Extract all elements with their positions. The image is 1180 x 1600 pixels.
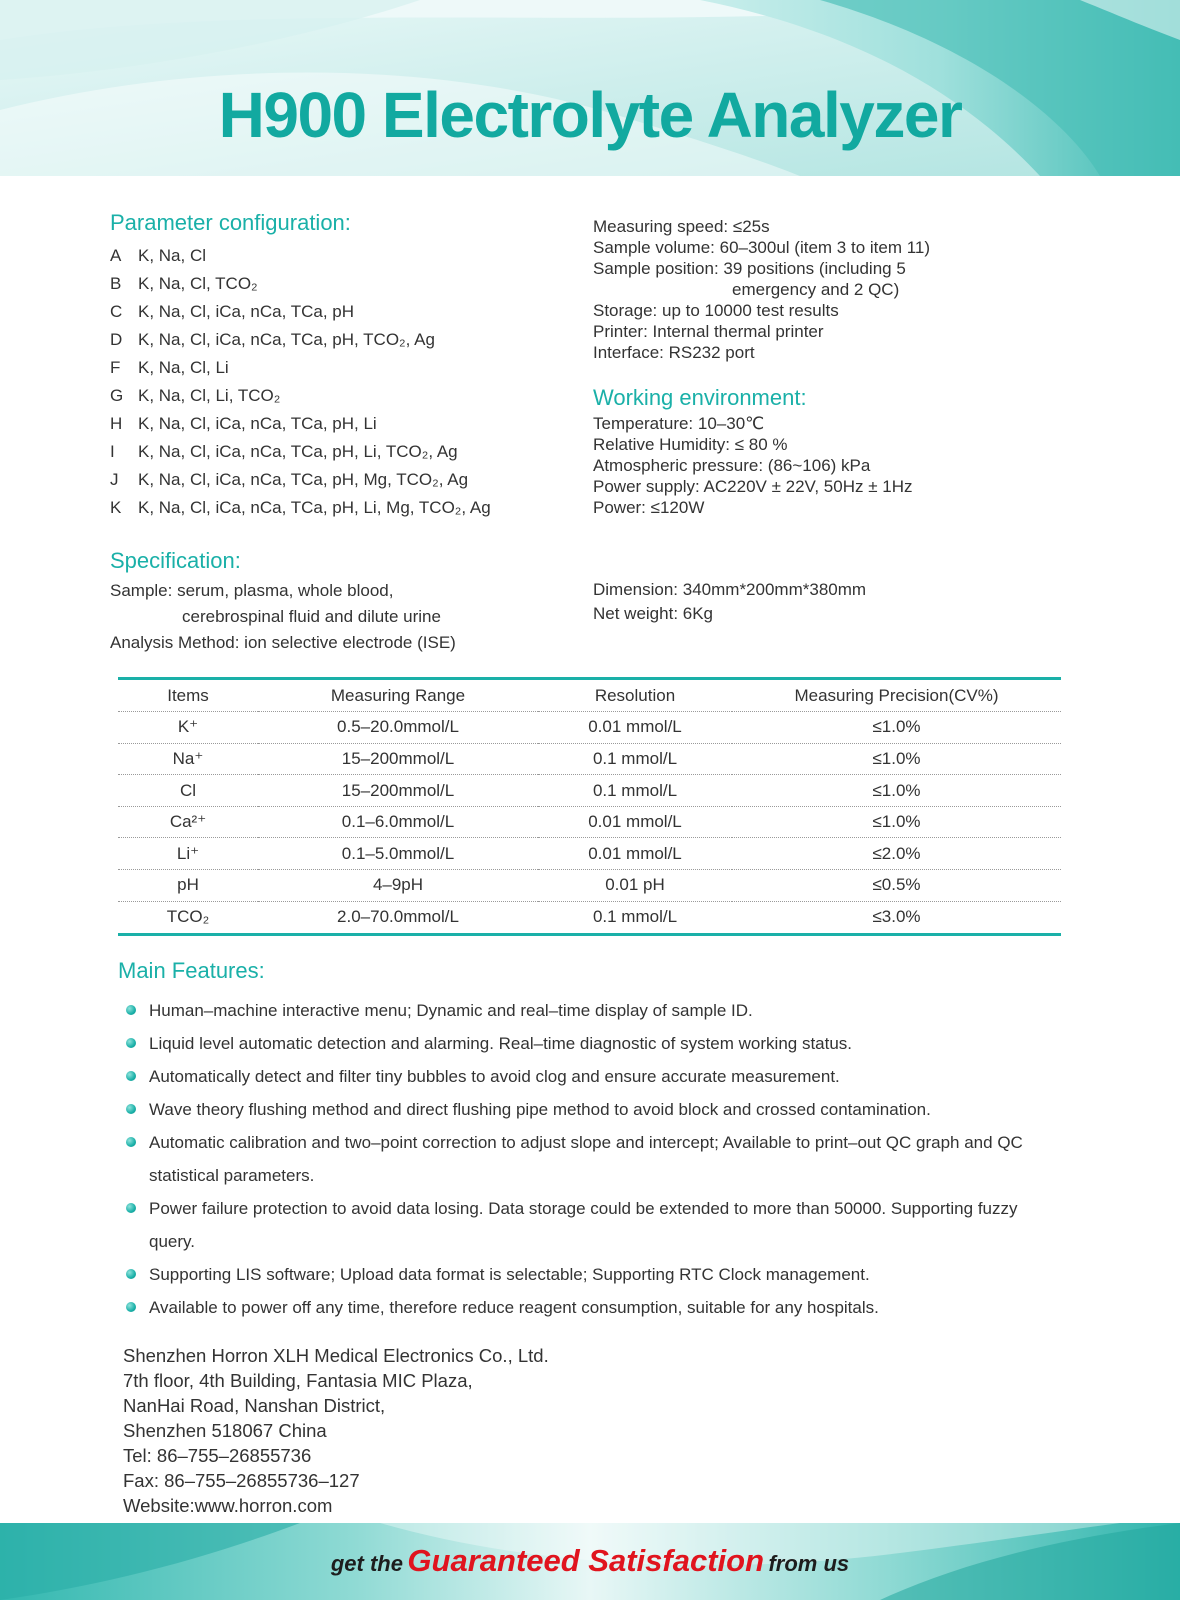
company-fax: Fax: 86–755–26855736–127: [123, 1470, 360, 1491]
cell-range: 0.1–5.0mmol/L: [258, 838, 538, 870]
list-item: [118, 1027, 1068, 1060]
list-item: [110, 410, 570, 438]
company-name: Shenzhen Horron XLH Medical Electronics Co., Ltd.: [123, 1345, 549, 1366]
list-item: [118, 1060, 1068, 1093]
parameter-configuration: [110, 210, 570, 522]
cell-precision: ≤1.0%: [732, 775, 1061, 807]
param-letter: B: [110, 274, 122, 293]
footer-banner: [0, 1523, 1180, 1600]
cell-item: Na⁺: [118, 743, 258, 775]
col-header-items: Items: [118, 680, 258, 712]
param-value: K, Na, Cl, iCa, nCa, TCa, pH, TCO₂, Ag: [138, 330, 435, 349]
col-header-precision: Measuring Precision(CV%): [732, 680, 1061, 712]
storage: Storage: up to 10000 test results: [593, 301, 839, 320]
power: Power: ≤120W: [593, 498, 705, 517]
cell-resolution: 0.1 mmol/L: [538, 743, 732, 775]
bullet-icon: [126, 1005, 136, 1015]
table-header-row: [118, 680, 1061, 712]
param-value: K, Na, Cl, iCa, nCa, TCa, pH, Li, Mg, TCO₂, Ag: [138, 498, 491, 517]
net-weight: Net weight: 6Kg: [593, 604, 714, 623]
list-item: [110, 298, 570, 326]
col-header-resolution: Resolution: [538, 680, 732, 712]
humidity: Relative Humidity: ≤ 80 %: [593, 435, 788, 454]
slogan-main: Guaranteed Satisfaction: [407, 1543, 765, 1578]
param-letter: I: [110, 442, 115, 461]
cell-precision: ≤0.5%: [732, 870, 1061, 902]
list-item: [118, 1258, 1068, 1291]
list-item: [118, 994, 1068, 1027]
bullet-icon: [126, 1104, 136, 1114]
bullet-icon: [126, 1203, 136, 1213]
cell-range: 4–9pH: [258, 870, 538, 902]
param-letter: C: [110, 302, 123, 321]
features-list: [118, 994, 1068, 1324]
table-row: [118, 901, 1061, 933]
bullet-icon: [126, 1269, 136, 1279]
list-item: [118, 1126, 1068, 1192]
page-title: H900 Electrolyte Analyzer: [218, 79, 962, 151]
temperature: Temperature: 10–30℃: [593, 414, 765, 433]
parameter-list: [110, 242, 570, 522]
table-row: [118, 712, 1061, 744]
specification-section: [110, 548, 580, 656]
cell-precision: ≤1.0%: [732, 743, 1061, 775]
footer-slogan: [0, 1543, 1180, 1579]
slogan-pre: get the: [330, 1551, 403, 1576]
list-item: [118, 1192, 1068, 1258]
bullet-icon: [126, 1038, 136, 1048]
list-item: [110, 382, 570, 410]
header-banner: [0, 0, 1180, 176]
cell-precision: ≤1.0%: [732, 712, 1061, 744]
cell-item: Cl: [118, 775, 258, 807]
list-item: [110, 326, 570, 354]
param-value: K, Na, Cl: [138, 246, 207, 265]
feature-text: Wave theory flushing method and direct flushing pipe method to avoid block and crossed contamination.: [149, 1100, 931, 1119]
param-value: K, Na, Cl, Li: [138, 358, 229, 377]
table-row: [118, 743, 1061, 775]
param-value: K, Na, Cl, Li, TCO₂: [138, 386, 281, 405]
cell-range: 15–200mmol/L: [258, 743, 538, 775]
param-letter: D: [110, 330, 123, 349]
table-row: [118, 775, 1061, 807]
param-value: K, Na, Cl, iCa, nCa, TCa, pH, Li: [138, 414, 377, 433]
sample-volume: Sample volume: 60–300ul (item 3 to item 11): [593, 238, 931, 257]
cell-resolution: 0.1 mmol/L: [538, 775, 732, 807]
list-item: [110, 494, 570, 522]
bullet-icon: [126, 1071, 136, 1081]
cell-range: 15–200mmol/L: [258, 775, 538, 807]
cell-range: 2.0–70.0mmol/L: [337, 907, 459, 927]
feature-text: Available to power off any time, therefore reduce reagent consumption, suitable for any hospitals.: [149, 1298, 879, 1317]
param-letter: G: [110, 386, 124, 405]
company-tel: Tel: 86–755–26855736: [123, 1445, 312, 1466]
company-address-1: 7th floor, 4th Building, Fantasia MIC Plaza,: [123, 1370, 473, 1391]
list-item: [110, 354, 570, 382]
parameter-heading: Parameter configuration:: [110, 210, 351, 235]
param-letter: A: [110, 246, 122, 265]
sample-position-cont: emergency and 2 QC): [732, 280, 900, 299]
pressure: Atmospheric pressure: (86~106) kPa: [593, 456, 871, 475]
cell-precision: ≤2.0%: [732, 838, 1061, 870]
cell-item: TCO₂: [166, 907, 210, 927]
feature-text: Automatically detect and filter tiny bubbles to avoid clog and ensure accurate measurement.: [149, 1067, 840, 1086]
list-item: [118, 1093, 1068, 1126]
sample-position: Sample position: 39 positions (including 5: [593, 259, 906, 278]
list-item: [110, 438, 570, 466]
analysis-method: Analysis Method: ion selective electrode (ISE): [110, 633, 456, 652]
physical-specs: [593, 578, 866, 626]
environment-lines: [593, 413, 1133, 518]
cell-resolution: 0.1 mmol/L: [592, 907, 678, 927]
param-value: K, Na, Cl, iCa, nCa, TCa, pH, Li, TCO₂, Ag: [138, 442, 458, 461]
power-supply: Power supply: AC220V ± 22V, 50Hz ± 1Hz: [593, 477, 913, 496]
cell-resolution: 0.01 mmol/L: [538, 838, 732, 870]
cell-resolution: 0.01 pH: [538, 870, 732, 902]
table-row: [118, 870, 1061, 902]
param-letter: F: [110, 358, 121, 377]
bullet-icon: [126, 1137, 136, 1147]
cell-resolution: 0.01 mmol/L: [538, 806, 732, 838]
list-item: [110, 242, 570, 270]
company-info: [123, 1343, 549, 1518]
param-value: K, Na, Cl, iCa, nCa, TCa, pH, Mg, TCO₂, Ag: [138, 470, 469, 489]
cell-resolution: 0.01 mmol/L: [538, 712, 732, 744]
feature-text: Automatic calibration and two–point correction to adjust slope and intercept; Available to print–out QC graph and QC statistical parameters.: [149, 1133, 1023, 1185]
slogan-post: from us: [768, 1551, 850, 1576]
cell-precision: ≤1.0%: [732, 806, 1061, 838]
company-website: Website:www.horron.com: [123, 1495, 333, 1516]
list-item: [110, 466, 570, 494]
environment-heading: Working environment:: [593, 385, 807, 410]
feature-text: Supporting LIS software; Upload data format is selectable; Supporting RTC Clock management.: [149, 1265, 870, 1284]
table-row: [118, 806, 1061, 838]
cell-range: 0.5–20.0mmol/L: [258, 712, 538, 744]
features-heading: Main Features:: [118, 958, 265, 983]
cell-range: 0.1–6.0mmol/L: [258, 806, 538, 838]
main-features: [118, 958, 1068, 1324]
measuring-speed: Measuring speed: ≤25s: [593, 217, 770, 236]
cell-item: Li⁺: [118, 838, 258, 870]
sample-type-cont: cerebrospinal fluid and dilute urine: [182, 607, 441, 626]
device-specs: [593, 216, 1133, 518]
dimension: Dimension: 340mm*200mm*380mm: [593, 580, 867, 599]
param-letter: H: [110, 414, 123, 433]
list-item: [110, 270, 570, 298]
feature-text: Liquid level automatic detection and alarming. Real–time diagnostic of system working status.: [149, 1034, 853, 1053]
feature-text: Human–machine interactive menu; Dynamic and real–time display of sample ID.: [149, 1001, 753, 1020]
cell-item: Ca²⁺: [118, 806, 258, 838]
interface: Interface: RS232 port: [593, 343, 755, 362]
table-row: [118, 838, 1061, 870]
device-spec-lines: [593, 216, 1133, 363]
list-item: [118, 1291, 1068, 1324]
param-letter: J: [110, 470, 119, 489]
sample-type: Sample: serum, plasma, whole blood,: [110, 581, 394, 600]
measurement-table: [118, 677, 1061, 936]
feature-text: Power failure protection to avoid data losing. Data storage could be extended to more than 50000. Supporting fuzzy query.: [149, 1199, 1018, 1251]
cell-precision: ≤3.0%: [872, 907, 921, 927]
param-value: K, Na, Cl, TCO₂: [138, 274, 258, 293]
specification-heading: Specification:: [110, 548, 241, 573]
param-letter: K: [110, 498, 122, 517]
cell-item: pH: [118, 870, 258, 902]
param-value: K, Na, Cl, iCa, nCa, TCa, pH: [138, 302, 355, 321]
printer: Printer: Internal thermal printer: [593, 322, 824, 341]
company-address-2: NanHai Road, Nanshan District,: [123, 1395, 386, 1416]
cell-item: K⁺: [118, 712, 258, 744]
bullet-icon: [126, 1302, 136, 1312]
company-address-3: Shenzhen 518067 China: [123, 1420, 327, 1441]
col-header-range: Measuring Range: [258, 680, 538, 712]
